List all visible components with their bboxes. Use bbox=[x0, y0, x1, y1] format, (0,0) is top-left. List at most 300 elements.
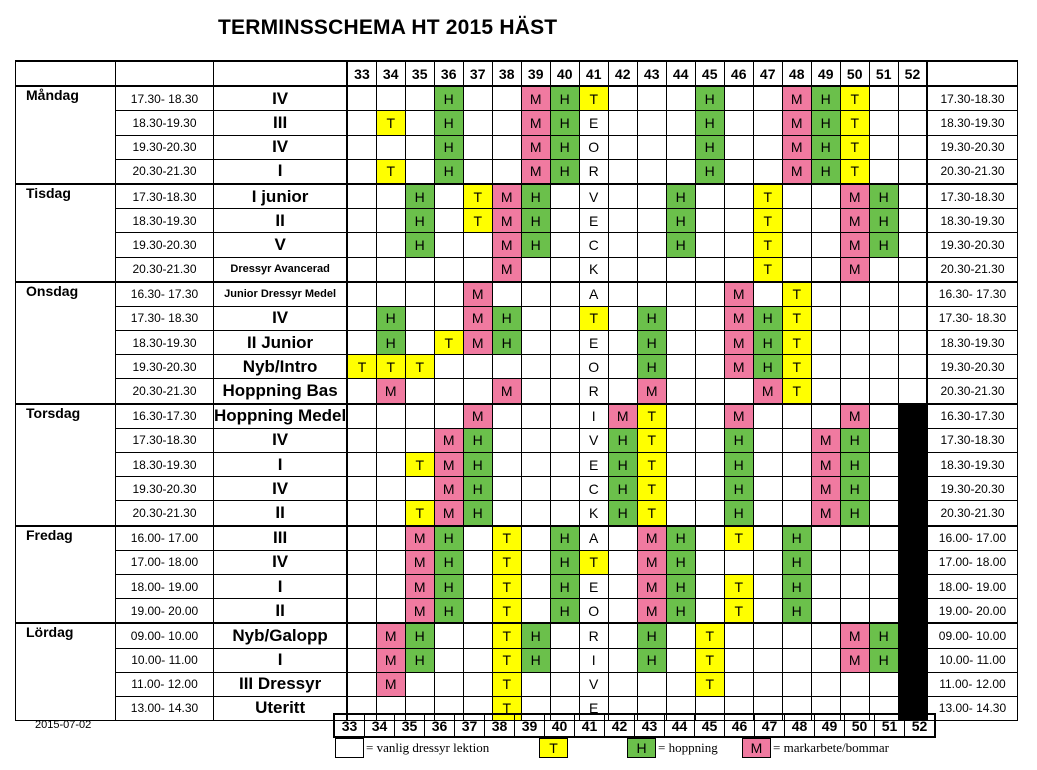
lesson-cell: T bbox=[637, 501, 666, 526]
empty-cell bbox=[347, 453, 376, 477]
empty-cell bbox=[463, 135, 492, 159]
lesson-cell: M bbox=[724, 404, 753, 429]
row-time-right: 18.00- 19.00 bbox=[927, 574, 1017, 598]
lesson-cell: C bbox=[579, 477, 608, 501]
lesson-cell: M bbox=[637, 379, 666, 404]
lesson-cell: H bbox=[608, 428, 637, 452]
empty-cell bbox=[550, 282, 579, 307]
empty-cell bbox=[376, 599, 405, 624]
empty-cell bbox=[811, 257, 840, 282]
empty-cell bbox=[608, 331, 637, 355]
header-blank-day bbox=[16, 61, 116, 86]
empty-cell bbox=[869, 477, 898, 501]
bottom-week-header bbox=[333, 713, 936, 738]
empty-cell bbox=[898, 184, 927, 209]
lesson-cell: T bbox=[724, 526, 753, 551]
empty-cell bbox=[840, 550, 869, 574]
lesson-cell: H bbox=[521, 623, 550, 648]
lesson-cell: M bbox=[463, 331, 492, 355]
empty-cell bbox=[405, 672, 434, 696]
lesson-cell: H bbox=[782, 574, 811, 598]
empty-cell bbox=[463, 159, 492, 184]
empty-cell bbox=[637, 86, 666, 111]
group-name: III Dressyr bbox=[214, 672, 348, 696]
lesson-cell: M bbox=[782, 135, 811, 159]
empty-cell bbox=[695, 550, 724, 574]
empty-cell bbox=[753, 648, 782, 672]
empty-cell bbox=[434, 355, 463, 379]
empty-cell bbox=[782, 623, 811, 648]
empty-cell bbox=[695, 306, 724, 330]
empty-cell bbox=[782, 209, 811, 233]
row-time-right: 16.00- 17.00 bbox=[927, 526, 1017, 551]
lesson-cell: M bbox=[608, 404, 637, 429]
week-number-bottom: 43 bbox=[635, 714, 665, 737]
empty-cell bbox=[637, 233, 666, 257]
empty-cell bbox=[724, 379, 753, 404]
empty-cell bbox=[869, 526, 898, 551]
lesson-cell: E bbox=[579, 111, 608, 135]
empty-cell bbox=[869, 135, 898, 159]
empty-cell bbox=[347, 574, 376, 598]
empty-cell bbox=[376, 477, 405, 501]
empty-cell bbox=[753, 453, 782, 477]
empty-cell bbox=[521, 550, 550, 574]
group-name: Uteritt bbox=[214, 696, 348, 720]
schedule-row bbox=[16, 184, 1018, 209]
lesson-cell: T bbox=[492, 672, 521, 696]
empty-cell bbox=[550, 623, 579, 648]
lesson-cell: H bbox=[550, 526, 579, 551]
empty-cell bbox=[898, 379, 927, 404]
week-number-bottom: 51 bbox=[875, 714, 905, 737]
lesson-cell: T bbox=[782, 331, 811, 355]
week-number-bottom: 36 bbox=[425, 714, 455, 737]
empty-cell bbox=[405, 282, 434, 307]
schedule-row bbox=[16, 282, 1018, 307]
lesson-cell: H bbox=[840, 453, 869, 477]
empty-cell bbox=[434, 306, 463, 330]
lesson-cell: T bbox=[492, 574, 521, 598]
empty-cell bbox=[463, 623, 492, 648]
row-time-right: 19.30-20.30 bbox=[927, 477, 1017, 501]
empty-cell bbox=[811, 623, 840, 648]
lesson-cell: T bbox=[376, 355, 405, 379]
empty-cell bbox=[666, 379, 695, 404]
lesson-cell: T bbox=[782, 282, 811, 307]
lesson-cell: T bbox=[376, 111, 405, 135]
schedule-row bbox=[16, 501, 1018, 526]
closed-cell bbox=[898, 404, 927, 429]
week-number-bottom: 48 bbox=[785, 714, 815, 737]
lesson-cell: H bbox=[666, 233, 695, 257]
week-number-bottom: 45 bbox=[695, 714, 725, 737]
empty-cell bbox=[492, 86, 521, 111]
empty-cell bbox=[666, 648, 695, 672]
empty-cell bbox=[608, 159, 637, 184]
week-number: 49 bbox=[811, 61, 840, 86]
empty-cell bbox=[869, 379, 898, 404]
empty-cell bbox=[550, 672, 579, 696]
lesson-cell: H bbox=[782, 526, 811, 551]
empty-cell bbox=[695, 282, 724, 307]
group-name: II bbox=[214, 501, 348, 526]
empty-cell bbox=[840, 282, 869, 307]
lesson-cell: M bbox=[840, 257, 869, 282]
empty-cell bbox=[608, 233, 637, 257]
lesson-cell: M bbox=[811, 477, 840, 501]
lesson-cell: H bbox=[782, 599, 811, 624]
group-name: Dressyr Avancerad bbox=[214, 257, 348, 282]
empty-cell bbox=[608, 282, 637, 307]
empty-cell bbox=[840, 306, 869, 330]
empty-cell bbox=[521, 355, 550, 379]
empty-cell bbox=[898, 135, 927, 159]
schedule-row bbox=[16, 209, 1018, 233]
empty-cell bbox=[782, 501, 811, 526]
closed-cell bbox=[898, 428, 927, 452]
header-blank-group bbox=[214, 61, 348, 86]
print-date: 2015-07-02 bbox=[35, 719, 92, 731]
lesson-cell: K bbox=[579, 501, 608, 526]
empty-cell bbox=[376, 209, 405, 233]
group-name: I junior bbox=[214, 184, 348, 209]
lesson-cell: R bbox=[579, 159, 608, 184]
empty-cell bbox=[463, 355, 492, 379]
lesson-cell: H bbox=[637, 623, 666, 648]
lesson-cell: T bbox=[637, 428, 666, 452]
empty-cell bbox=[550, 648, 579, 672]
row-time-right: 16.30-17.30 bbox=[927, 404, 1017, 429]
lesson-cell: T bbox=[637, 477, 666, 501]
lesson-cell: O bbox=[579, 599, 608, 624]
lesson-cell: H bbox=[811, 86, 840, 111]
lesson-cell: H bbox=[521, 184, 550, 209]
empty-cell bbox=[869, 331, 898, 355]
lesson-cell: M bbox=[434, 501, 463, 526]
lesson-cell: H bbox=[550, 86, 579, 111]
empty-cell bbox=[550, 184, 579, 209]
group-name: I bbox=[214, 574, 348, 598]
empty-cell bbox=[463, 550, 492, 574]
schedule-row bbox=[16, 331, 1018, 355]
lesson-cell: T bbox=[463, 184, 492, 209]
lesson-cell: M bbox=[637, 599, 666, 624]
empty-cell bbox=[463, 257, 492, 282]
lesson-cell: M bbox=[840, 648, 869, 672]
empty-cell bbox=[550, 453, 579, 477]
empty-cell bbox=[666, 331, 695, 355]
empty-cell bbox=[521, 453, 550, 477]
row-time: 13.00- 14.30 bbox=[116, 696, 214, 720]
lesson-cell: H bbox=[811, 159, 840, 184]
closed-cell bbox=[898, 477, 927, 501]
lesson-cell: V bbox=[579, 428, 608, 452]
lesson-cell: H bbox=[811, 135, 840, 159]
lesson-cell: M bbox=[782, 86, 811, 111]
empty-cell bbox=[434, 257, 463, 282]
group-name: I bbox=[214, 648, 348, 672]
empty-cell bbox=[695, 574, 724, 598]
empty-cell bbox=[666, 404, 695, 429]
empty-cell bbox=[695, 599, 724, 624]
empty-cell bbox=[869, 550, 898, 574]
lesson-cell: M bbox=[724, 282, 753, 307]
group-name: Junior Dressyr Medel bbox=[214, 282, 348, 307]
empty-cell bbox=[521, 257, 550, 282]
empty-cell bbox=[695, 428, 724, 452]
legend-blank-text: = vanlig dressyr lektion bbox=[366, 740, 490, 755]
empty-cell bbox=[753, 623, 782, 648]
lesson-cell: M bbox=[811, 501, 840, 526]
empty-cell bbox=[434, 282, 463, 307]
empty-cell bbox=[666, 282, 695, 307]
empty-cell bbox=[782, 428, 811, 452]
row-time: 19.30-20.30 bbox=[116, 355, 214, 379]
lesson-cell: M bbox=[782, 111, 811, 135]
empty-cell bbox=[869, 257, 898, 282]
empty-cell bbox=[695, 331, 724, 355]
row-time: 18.30-19.30 bbox=[116, 111, 214, 135]
row-time: 20.30-21.30 bbox=[116, 501, 214, 526]
lesson-cell: H bbox=[521, 648, 550, 672]
empty-cell bbox=[521, 282, 550, 307]
legend-m-text: = markarbete/bommar bbox=[773, 740, 889, 755]
empty-cell bbox=[724, 209, 753, 233]
empty-cell bbox=[695, 355, 724, 379]
empty-cell bbox=[492, 501, 521, 526]
empty-cell bbox=[463, 574, 492, 598]
lesson-cell: C bbox=[579, 233, 608, 257]
empty-cell bbox=[347, 428, 376, 452]
lesson-cell: H bbox=[550, 159, 579, 184]
empty-cell bbox=[347, 550, 376, 574]
lesson-cell: T bbox=[753, 257, 782, 282]
page-title: TERMINSSCHEMA HT 2015 HÄST bbox=[218, 16, 558, 39]
lesson-cell: O bbox=[579, 355, 608, 379]
empty-cell bbox=[666, 501, 695, 526]
empty-cell bbox=[347, 257, 376, 282]
lesson-cell: R bbox=[579, 379, 608, 404]
empty-cell bbox=[811, 282, 840, 307]
empty-cell bbox=[608, 672, 637, 696]
schedule-row bbox=[16, 623, 1018, 648]
week-number-bottom: 41 bbox=[575, 714, 605, 737]
row-time-right: 20.30-21.30 bbox=[927, 257, 1017, 282]
empty-cell bbox=[550, 209, 579, 233]
lesson-cell: T bbox=[492, 599, 521, 624]
row-time-right: 11.00- 12.00 bbox=[927, 672, 1017, 696]
lesson-cell: H bbox=[521, 233, 550, 257]
group-name: Hoppning Bas bbox=[214, 379, 348, 404]
empty-cell bbox=[347, 331, 376, 355]
empty-cell bbox=[347, 672, 376, 696]
lesson-cell: T bbox=[753, 209, 782, 233]
lesson-cell: H bbox=[724, 477, 753, 501]
empty-cell bbox=[405, 86, 434, 111]
row-time-right: 19.30-20.30 bbox=[927, 233, 1017, 257]
row-time: 16.30- 17.30 bbox=[116, 282, 214, 307]
empty-cell bbox=[666, 257, 695, 282]
row-time-right: 13.00- 14.30 bbox=[927, 696, 1017, 720]
closed-cell bbox=[898, 550, 927, 574]
empty-cell bbox=[782, 184, 811, 209]
empty-cell bbox=[521, 477, 550, 501]
empty-cell bbox=[376, 135, 405, 159]
empty-cell bbox=[666, 111, 695, 135]
day-name: Lördag bbox=[16, 623, 116, 720]
group-name: IV bbox=[214, 428, 348, 452]
lesson-cell: H bbox=[724, 428, 753, 452]
week-header-row bbox=[16, 61, 1018, 86]
week-number-bottom: 35 bbox=[395, 714, 425, 737]
lesson-cell: H bbox=[782, 550, 811, 574]
week-number-bottom: 50 bbox=[845, 714, 875, 737]
empty-cell bbox=[869, 672, 898, 696]
week-number: 40 bbox=[550, 61, 579, 86]
row-time-right: 10.00- 11.00 bbox=[927, 648, 1017, 672]
empty-cell bbox=[753, 550, 782, 574]
lesson-cell: T bbox=[492, 550, 521, 574]
empty-cell bbox=[898, 355, 927, 379]
empty-cell bbox=[608, 526, 637, 551]
empty-cell bbox=[666, 135, 695, 159]
empty-cell bbox=[753, 159, 782, 184]
group-name: V bbox=[214, 233, 348, 257]
week-number-bottom: 52 bbox=[905, 714, 936, 737]
row-time-right: 20.30-21.30 bbox=[927, 159, 1017, 184]
empty-cell bbox=[608, 379, 637, 404]
lesson-cell: M bbox=[782, 159, 811, 184]
empty-cell bbox=[811, 331, 840, 355]
lesson-cell: H bbox=[434, 526, 463, 551]
empty-cell bbox=[347, 526, 376, 551]
lesson-cell: M bbox=[376, 648, 405, 672]
empty-cell bbox=[666, 477, 695, 501]
empty-cell bbox=[463, 526, 492, 551]
lesson-cell: T bbox=[405, 501, 434, 526]
lesson-cell: E bbox=[579, 209, 608, 233]
empty-cell bbox=[637, 282, 666, 307]
lesson-cell: H bbox=[405, 209, 434, 233]
lesson-cell: T bbox=[695, 648, 724, 672]
schedule-row bbox=[16, 257, 1018, 282]
empty-cell bbox=[376, 428, 405, 452]
empty-cell bbox=[347, 379, 376, 404]
empty-cell bbox=[637, 135, 666, 159]
empty-cell bbox=[550, 355, 579, 379]
schedule-row bbox=[16, 159, 1018, 184]
empty-cell bbox=[376, 453, 405, 477]
empty-cell bbox=[608, 306, 637, 330]
empty-cell bbox=[637, 257, 666, 282]
empty-cell bbox=[898, 86, 927, 111]
header-blank-time bbox=[116, 61, 214, 86]
row-time: 19.30-20.30 bbox=[116, 135, 214, 159]
group-name: III bbox=[214, 526, 348, 551]
empty-cell bbox=[347, 404, 376, 429]
week-number: 34 bbox=[376, 61, 405, 86]
empty-cell bbox=[347, 599, 376, 624]
empty-cell bbox=[724, 86, 753, 111]
lesson-cell: H bbox=[840, 477, 869, 501]
empty-cell bbox=[840, 672, 869, 696]
lesson-cell: H bbox=[666, 599, 695, 624]
lesson-cell: M bbox=[376, 379, 405, 404]
lesson-cell: M bbox=[492, 209, 521, 233]
day-name: Onsdag bbox=[16, 282, 116, 404]
schedule-row bbox=[16, 477, 1018, 501]
row-time: 11.00- 12.00 bbox=[116, 672, 214, 696]
lesson-cell: H bbox=[753, 306, 782, 330]
empty-cell bbox=[347, 648, 376, 672]
schedule-row bbox=[16, 86, 1018, 111]
week-number: 51 bbox=[869, 61, 898, 86]
schedule-row bbox=[16, 379, 1018, 404]
lesson-cell: H bbox=[376, 306, 405, 330]
empty-cell bbox=[608, 574, 637, 598]
week-number: 48 bbox=[782, 61, 811, 86]
row-time: 19.30-20.30 bbox=[116, 233, 214, 257]
week-number-bottom: 38 bbox=[485, 714, 515, 737]
lesson-cell: T bbox=[782, 306, 811, 330]
empty-cell bbox=[434, 233, 463, 257]
lesson-cell: T bbox=[492, 623, 521, 648]
empty-cell bbox=[695, 526, 724, 551]
lesson-cell: H bbox=[666, 574, 695, 598]
week-number-bottom: 40 bbox=[545, 714, 575, 737]
row-time: 19.00- 20.00 bbox=[116, 599, 214, 624]
lesson-cell: M bbox=[724, 306, 753, 330]
empty-cell bbox=[753, 526, 782, 551]
legend-m bbox=[742, 738, 889, 758]
lesson-cell: H bbox=[434, 111, 463, 135]
row-time: 20.30-21.30 bbox=[116, 257, 214, 282]
lesson-cell: M bbox=[376, 623, 405, 648]
empty-cell bbox=[782, 453, 811, 477]
empty-cell bbox=[869, 159, 898, 184]
empty-cell bbox=[898, 331, 927, 355]
empty-cell bbox=[521, 379, 550, 404]
week-number: 33 bbox=[347, 61, 376, 86]
week-number: 45 bbox=[695, 61, 724, 86]
row-time-right: 17.00- 18.00 bbox=[927, 550, 1017, 574]
lesson-cell: M bbox=[492, 379, 521, 404]
empty-cell bbox=[695, 184, 724, 209]
empty-cell bbox=[869, 404, 898, 429]
empty-cell bbox=[492, 453, 521, 477]
week-number: 50 bbox=[840, 61, 869, 86]
empty-cell bbox=[434, 209, 463, 233]
schedule-row bbox=[16, 306, 1018, 330]
lesson-cell: H bbox=[666, 209, 695, 233]
empty-cell bbox=[753, 574, 782, 598]
week-number-bottom: 49 bbox=[815, 714, 845, 737]
empty-cell bbox=[608, 209, 637, 233]
empty-cell bbox=[608, 135, 637, 159]
day-name: Måndag bbox=[16, 86, 116, 184]
closed-cell bbox=[898, 574, 927, 598]
lesson-cell: M bbox=[840, 404, 869, 429]
lesson-cell: H bbox=[666, 184, 695, 209]
group-name: IV bbox=[214, 306, 348, 330]
empty-cell bbox=[521, 526, 550, 551]
row-time-right: 17.30-18.30 bbox=[927, 184, 1017, 209]
lesson-cell: H bbox=[869, 184, 898, 209]
week-number-bottom: 47 bbox=[755, 714, 785, 737]
empty-cell bbox=[666, 159, 695, 184]
empty-cell bbox=[811, 404, 840, 429]
